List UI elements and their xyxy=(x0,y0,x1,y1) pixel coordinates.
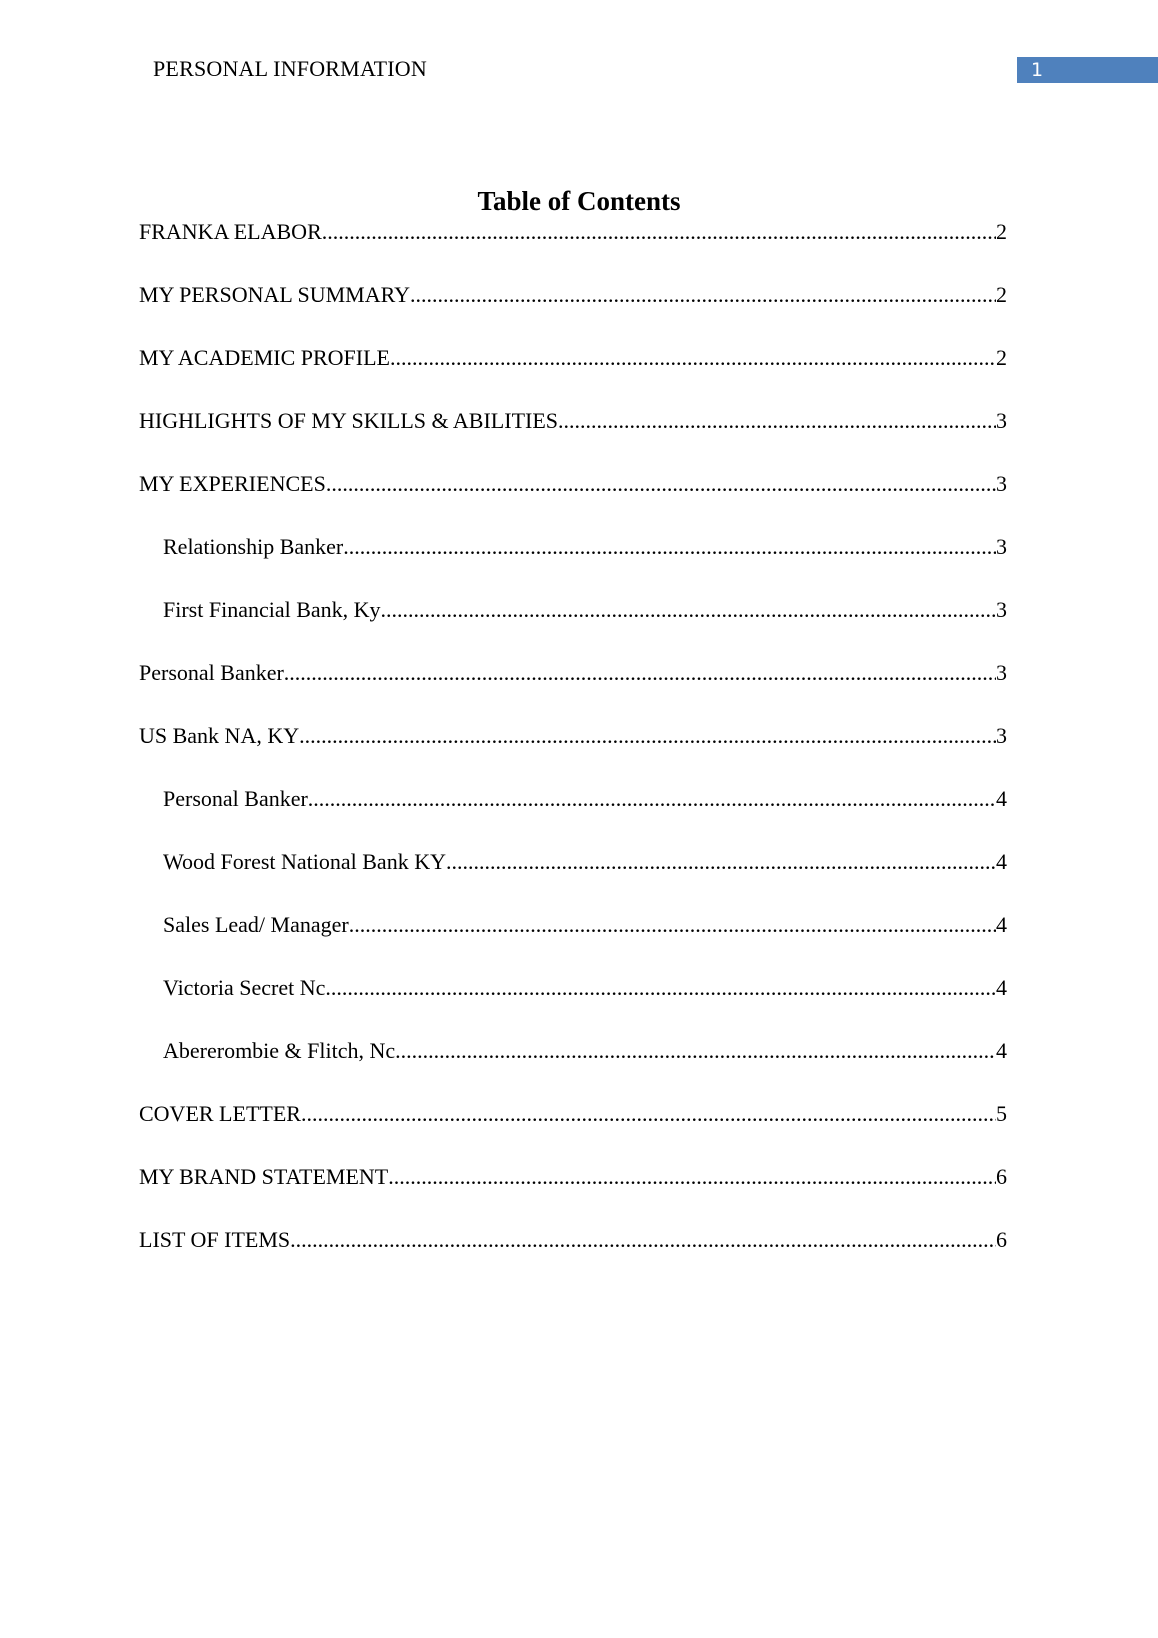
toc-entry-label: First Financial Bank, Ky xyxy=(163,597,381,622)
toc-entry-label: Sales Lead/ Manager xyxy=(163,912,349,937)
toc-entry-page: 2 xyxy=(996,219,1007,244)
toc-entry[interactable] xyxy=(139,660,1007,723)
toc-entry[interactable] xyxy=(139,471,1007,534)
toc-entry-page: 5 xyxy=(996,1101,1007,1126)
toc-entry[interactable] xyxy=(139,723,1007,786)
toc-entry-label: MY ACADEMIC PROFILE xyxy=(139,345,390,370)
toc-entry-label: Personal Banker xyxy=(139,660,284,685)
dot-leader xyxy=(388,1164,996,1190)
dot-leader xyxy=(349,912,996,938)
dot-leader xyxy=(308,786,996,812)
toc-entry[interactable] xyxy=(139,282,1007,345)
toc-entry[interactable] xyxy=(139,912,1007,975)
toc-entry-page: 3 xyxy=(996,660,1007,685)
toc-entry-label: Wood Forest National Bank KY xyxy=(163,849,446,874)
toc-entry-label: LIST OF ITEMS xyxy=(139,1227,291,1252)
page-number: 1 xyxy=(1031,59,1044,81)
dot-leader xyxy=(290,1227,996,1253)
toc-entry[interactable] xyxy=(139,408,1007,471)
dot-leader xyxy=(558,408,996,434)
toc-entry[interactable] xyxy=(139,219,1007,282)
toc-entry-label: MY BRAND STATEMENT xyxy=(139,1164,389,1189)
toc-entry-label: HIGHLIGHTS OF MY SKILLS & ABILITIES xyxy=(139,408,559,433)
toc-entry-page: 3 xyxy=(996,408,1007,433)
toc-entry[interactable] xyxy=(139,534,1007,597)
dot-leader xyxy=(395,1038,996,1064)
toc-entry-label: Relationship Banker xyxy=(163,534,344,559)
dot-leader xyxy=(446,849,996,875)
dot-leader xyxy=(343,534,996,560)
toc-entry-page: 3 xyxy=(996,597,1007,622)
dot-leader xyxy=(325,975,996,1001)
toc-entry-page: 2 xyxy=(996,282,1007,307)
toc-entry-page: 3 xyxy=(996,471,1007,496)
toc-entry[interactable] xyxy=(139,786,1007,849)
running-header-title: PERSONAL INFORMATION xyxy=(153,56,427,81)
toc-entry-page: 3 xyxy=(996,723,1007,748)
toc-entry-page: 4 xyxy=(996,849,1007,874)
page-number-badge xyxy=(1017,57,1158,83)
toc-entry-label: Personal Banker xyxy=(163,786,308,811)
toc-entry-label: US Bank NA, KY xyxy=(139,723,300,748)
toc-entry[interactable] xyxy=(139,975,1007,1038)
toc-entry-page: 6 xyxy=(996,1164,1007,1189)
toc-entry-label: Victoria Secret Nc xyxy=(163,975,326,1000)
dot-leader xyxy=(322,219,996,245)
toc-entry-page: 4 xyxy=(996,1038,1007,1063)
toc-entry-page: 4 xyxy=(996,786,1007,811)
dot-leader xyxy=(381,597,996,623)
dot-leader xyxy=(301,1101,996,1127)
dot-leader xyxy=(299,723,996,749)
toc-entry[interactable] xyxy=(139,849,1007,912)
toc-entry-label: COVER LETTER xyxy=(139,1101,301,1126)
toc-entry[interactable] xyxy=(139,1164,1007,1227)
dot-leader xyxy=(390,345,996,371)
dot-leader xyxy=(410,282,996,308)
dot-leader xyxy=(326,471,996,497)
toc-entry-page: 2 xyxy=(996,345,1007,370)
table-of-contents xyxy=(139,219,1007,1290)
toc-entry[interactable] xyxy=(139,1227,1007,1290)
toc-entry-page: 3 xyxy=(996,534,1007,559)
toc-entry[interactable] xyxy=(139,345,1007,408)
toc-entry-label: Abererombie & Flitch, Nc xyxy=(163,1038,396,1063)
toc-entry-label: MY PERSONAL SUMMARY xyxy=(139,282,410,307)
toc-entry[interactable] xyxy=(139,1038,1007,1101)
toc-entry-label: FRANKA ELABOR xyxy=(139,219,322,244)
dot-leader xyxy=(284,660,996,686)
toc-title: Table of Contents xyxy=(477,186,681,216)
toc-entry-page: 4 xyxy=(996,912,1007,937)
toc-entry-label: MY EXPERIENCES xyxy=(139,471,326,496)
toc-entry-page: 6 xyxy=(996,1227,1007,1252)
toc-entry[interactable] xyxy=(139,597,1007,660)
toc-entry-page: 4 xyxy=(996,975,1007,1000)
toc-entry[interactable] xyxy=(139,1101,1007,1164)
